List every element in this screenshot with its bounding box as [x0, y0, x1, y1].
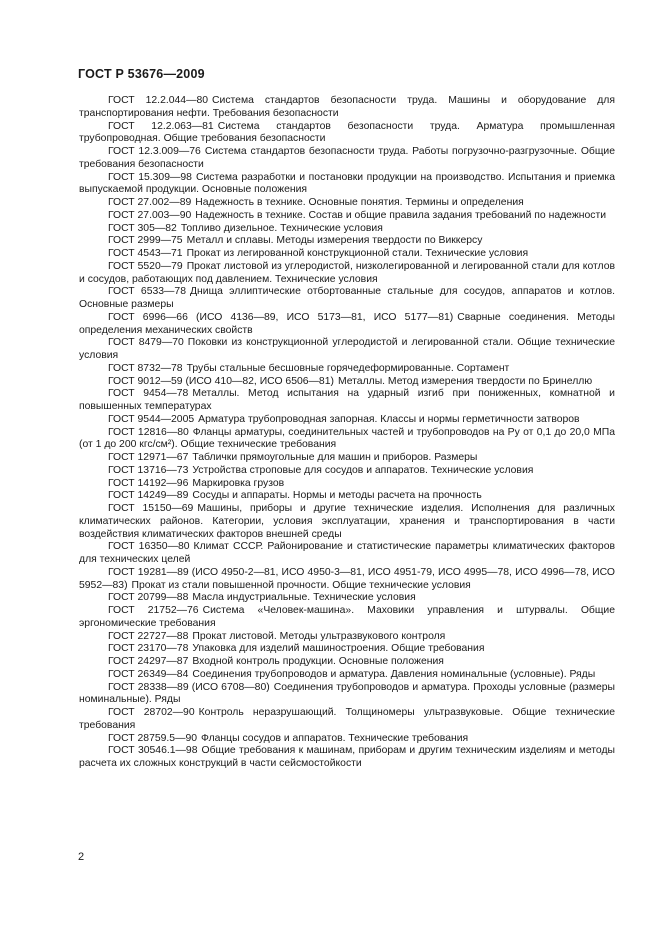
- page-number: 2: [78, 851, 85, 863]
- reference-item: [79, 261, 615, 287]
- standard-code: ГОСТ 4543—71: [108, 248, 183, 259]
- standard-code: ГОСТ 12.3.009—76: [108, 146, 201, 157]
- standard-code: ГОСТ 12971—67: [108, 452, 189, 463]
- standard-code: ГОСТ 6996—66 (ИСО 4136—89, ИСО 5173—81, ИСО 5177—81): [108, 311, 454, 323]
- standard-title: Металлы. Метод измерения твердости по Бринеллю: [337, 375, 593, 387]
- standard-title: Фланцы арматуры, соединительных частей и трубопроводов на Pу от 0,1 до 20,0 МПа (от 1 до 200 кгс/см²). Общие технические требования: [79, 426, 615, 451]
- standard-title: Прокат из легированной конструкционной стали. Технические условия: [186, 248, 529, 259]
- standard-title: Упаковка для изделий машиностроения. Общие требования: [192, 643, 485, 655]
- standard-title: Система разработки и постановки продукции на производство. Испытания и приемка выпускаемой продукции. Основные положения: [79, 171, 615, 196]
- reference-item: [79, 388, 615, 414]
- reference-item: [79, 363, 615, 376]
- standard-title: Машины, приборы и другие технические изделия. Исполнения для различных климатических районов. Категории, условия эксплуатации, хранения и транспортирования в части воздействия климатических факторов внешней среды: [79, 503, 615, 540]
- standard-title: Сварные соединения. Методы определения механических свойств: [79, 311, 616, 336]
- reference-item: [79, 605, 615, 631]
- reference-item: [79, 146, 615, 172]
- standard-code: ГОСТ 14192—96: [108, 477, 189, 489]
- standard-code: ГОСТ 28338—89 (ИСО 6708—80): [108, 681, 270, 693]
- standard-title: Таблички прямоугольные для машин и приборов. Размеры: [192, 452, 478, 463]
- standard-code: ГОСТ 28759.5—90: [108, 732, 198, 744]
- standard-title: Прокат листовой. Методы ультразвукового контроля: [192, 630, 446, 642]
- standard-title: Контроль неразрушающий. Толщиномеры ультразвуковые. Общие технические требования: [79, 707, 616, 731]
- reference-item: [79, 312, 615, 338]
- standard-title: Климат СССР. Районирование и статистические параметры климатических факторов для технических целей: [79, 541, 615, 565]
- reference-item: [79, 707, 615, 733]
- standard-title: Соединения трубопроводов и арматура. Проходы условные (размеры номинальные). Ряды: [79, 681, 615, 706]
- reference-item: [79, 503, 615, 541]
- standard-code: ГОСТ 19281—89 (ИСО 4950-2—81, ИСО 4950-3—81, ИСО 4951-79, ИСО 4995—78, ИСО 4996—78, ИСО 5952—83): [79, 566, 615, 591]
- reference-item: [79, 452, 615, 465]
- standard-code: ГОСТ 30546.1—98: [108, 745, 198, 757]
- standard-title: Система стандартов безопасности труда. Работы погрузочно-разгрузочные. Общие требования безопасности: [79, 146, 615, 170]
- standard-code: ГОСТ 13716—73: [108, 464, 189, 476]
- reference-item: [79, 541, 615, 567]
- reference-item: [79, 643, 615, 656]
- reference-item: [79, 656, 615, 669]
- standard-code: ГОСТ 14249—89: [108, 490, 189, 502]
- reference-item: [79, 465, 615, 478]
- document-header: ГОСТ Р 53676—2009: [78, 67, 205, 81]
- standard-code: ГОСТ 21752—76: [108, 605, 199, 616]
- reference-item: [79, 733, 615, 746]
- reference-item: [79, 745, 615, 771]
- reference-item: [79, 567, 615, 593]
- standard-code: ГОСТ 12.2.063—81: [108, 120, 214, 132]
- standard-title: Фланцы сосудов и аппаратов. Технические требования: [201, 732, 469, 744]
- standard-code: ГОСТ 15.309—98: [108, 171, 192, 183]
- standard-code: ГОСТ 28702—90: [108, 707, 195, 718]
- standard-code: ГОСТ 22727—88: [108, 630, 189, 642]
- normative-references-list: [79, 95, 615, 771]
- standard-title: Устройства строповые для сосудов и аппаратов. Технические условия: [192, 464, 534, 476]
- standard-title: Металл и сплавы. Методы измерения твердости по Виккерсу: [186, 235, 483, 247]
- reference-item: [79, 235, 615, 248]
- reference-item: [79, 682, 615, 708]
- standard-title: Трубы стальные бесшовные горячедеформированные. Сортамент: [186, 362, 510, 374]
- standard-title: Поковки из конструкционной углеродистой и легированной стали. Общие технические условия: [79, 337, 615, 361]
- standard-title: Прокат из стали повышенной прочности. Общие технические условия: [131, 579, 471, 591]
- standard-code: ГОСТ 5520—79: [108, 260, 183, 272]
- reference-item: [79, 95, 615, 121]
- standard-code: ГОСТ 16350—80: [108, 541, 190, 553]
- standard-title: Общие требования к машинам, приборам и другим техническим изделиям и методы расчета их сложных конструкций в части сейсмостойкости: [79, 745, 615, 769]
- standard-title: Сосуды и аппараты. Нормы и методы расчета на прочность: [192, 490, 482, 502]
- standard-title: Прокат листовой из углеродистой, низколегированной и легированной стали для котлов и сосудов, работающих под давлением. Технические условия: [79, 260, 615, 285]
- reference-item: [79, 592, 615, 605]
- reference-item: [79, 376, 615, 389]
- standard-title: Система «Человек-машина». Маховики управления и штурвалы. Общие эргономические требования: [79, 605, 616, 629]
- standard-title: Металлы. Метод испытания на ударный изгиб при пониженных, комнатной и повышенных температурах: [79, 388, 615, 412]
- reference-item: [79, 414, 615, 427]
- standard-title: Соединения трубопроводов и арматура. Давления номинальные (условные). Ряды: [192, 668, 596, 680]
- reference-item: [79, 210, 615, 223]
- standard-code: ГОСТ 12.2.044—80: [108, 95, 209, 106]
- standard-code: ГОСТ 15150—69: [108, 503, 194, 514]
- standard-title: Система стандартов безопасности труда. Машины и оборудование для транспортирования нефти. Требования безопасности: [79, 95, 615, 119]
- standard-code: ГОСТ 9012—59 (ИСО 410—82, ИСО 6506—81): [108, 375, 334, 387]
- standard-title: Входной контроль продукции. Основные положения: [192, 656, 444, 667]
- standard-code: ГОСТ 8732—78: [108, 362, 183, 374]
- standard-code: ГОСТ 9544—2005: [108, 413, 195, 425]
- reference-item: [79, 286, 615, 312]
- reference-item: [79, 427, 615, 453]
- standard-title: Система стандартов безопасности труда. Арматура промышленная трубопроводная. Общие требования безопасности: [79, 120, 615, 145]
- standard-title: Арматура трубопроводная запорная. Классы и нормы герметичности затворов: [198, 413, 580, 425]
- standard-title: Надежность в технике. Состав и общие правила задания требований по надежности: [195, 209, 607, 221]
- standard-title: Масла индустриальные. Технические условия: [192, 592, 416, 604]
- standard-title: Днища эллиптические отбортованные стальные для сосудов, аппаратов и котлов. Основные размеры: [79, 286, 615, 310]
- standard-code: ГОСТ 6533—78: [108, 286, 186, 298]
- standard-title: Надежность в технике. Основные понятия. Термины и определения: [195, 197, 524, 208]
- reference-item: [79, 669, 615, 682]
- standard-code: ГОСТ 24297—87: [108, 656, 189, 667]
- standard-code: ГОСТ 305—82: [108, 222, 177, 234]
- standard-code: ГОСТ 27.003—90: [108, 209, 192, 221]
- standard-title: Топливо дизельное. Технические условия: [180, 222, 383, 234]
- reference-item: [79, 121, 615, 147]
- standard-code: ГОСТ 27.002—89: [108, 197, 192, 208]
- standard-code: ГОСТ 2999—75: [108, 235, 183, 247]
- reference-item: [79, 248, 615, 261]
- reference-item: [79, 490, 615, 503]
- reference-item: [79, 631, 615, 644]
- reference-item: [79, 223, 615, 236]
- standard-code: ГОСТ 8479—70: [108, 337, 184, 349]
- standard-code: ГОСТ 26349—84: [108, 668, 189, 680]
- reference-item: [79, 337, 615, 363]
- reference-item: [79, 478, 615, 491]
- standard-title: Маркировка грузов: [192, 477, 285, 489]
- reference-item: [79, 197, 615, 210]
- standard-code: ГОСТ 9454—78: [108, 388, 189, 400]
- standard-code: ГОСТ 23170—78: [108, 643, 189, 655]
- reference-item: [79, 172, 615, 198]
- standard-code: ГОСТ 12816—80: [108, 426, 189, 438]
- standard-code: ГОСТ 20799—88: [108, 592, 189, 604]
